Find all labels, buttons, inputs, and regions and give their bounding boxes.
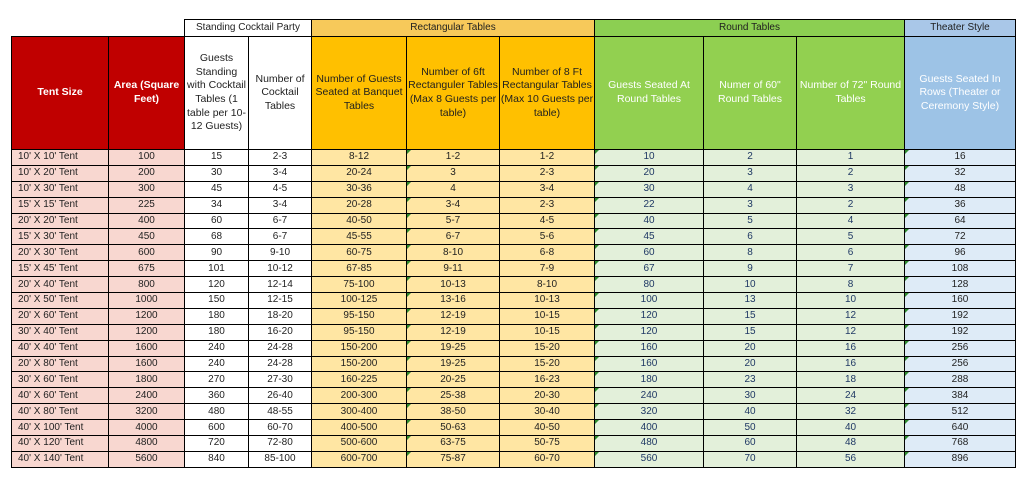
cocktail-tables-cell: 9-10 — [249, 245, 312, 261]
table-row — [12, 436, 1016, 452]
tent-size-cell: 10' X 10' Tent — [12, 150, 109, 166]
sixty-round-tables-cell: 3 — [704, 165, 797, 181]
area-cell: 200 — [109, 165, 185, 181]
table-row — [12, 308, 1016, 324]
theater-guests-cell: 768 — [905, 436, 1016, 452]
guests-standing-cell: 270 — [185, 372, 249, 388]
header-72in-round-tables: Number of 72" Round Tables — [797, 37, 905, 150]
tent-size-cell: 15' X 30' Tent — [12, 229, 109, 245]
six-ft-tables-cell: 19-25 — [407, 340, 500, 356]
header-6ft-tables: Number of 6ft Rectanguler Tables (Max 8 Guests per table) — [407, 37, 500, 150]
tent-size-cell: 15' X 45' Tent — [12, 261, 109, 277]
seventytwo-round-tables-cell: 2 — [797, 165, 905, 181]
cocktail-tables-cell: 6-7 — [249, 213, 312, 229]
theater-guests-cell: 16 — [905, 150, 1016, 166]
header-60in-round-tables: Numer of 60" Round Tables — [704, 37, 797, 150]
theater-guests-cell: 640 — [905, 420, 1016, 436]
table-row — [12, 229, 1016, 245]
round-guests-cell: 400 — [595, 420, 704, 436]
six-ft-tables-cell: 20-25 — [407, 372, 500, 388]
table-row — [12, 293, 1016, 309]
six-ft-tables-cell: 1-2 — [407, 150, 500, 166]
eight-ft-tables-cell: 2-3 — [500, 165, 595, 181]
group-header-theater: Theater Style — [905, 20, 1016, 37]
theater-guests-cell: 384 — [905, 388, 1016, 404]
theater-guests-cell: 96 — [905, 245, 1016, 261]
area-cell: 450 — [109, 229, 185, 245]
guests-standing-cell: 68 — [185, 229, 249, 245]
eight-ft-tables-cell: 2-3 — [500, 197, 595, 213]
sixty-round-tables-cell: 20 — [704, 356, 797, 372]
tent-size-cell: 20' X 50' Tent — [12, 293, 109, 309]
cocktail-tables-cell: 24-28 — [249, 340, 312, 356]
tent-size-cell: 20' X 40' Tent — [12, 277, 109, 293]
theater-guests-cell: 48 — [905, 181, 1016, 197]
six-ft-tables-cell: 5-7 — [407, 213, 500, 229]
seventytwo-round-tables-cell: 12 — [797, 308, 905, 324]
banquet-guests-cell: 30-36 — [312, 181, 407, 197]
banquet-guests-cell: 100-125 — [312, 293, 407, 309]
group-header-rectangular: Rectangular Tables — [312, 20, 595, 37]
theater-guests-cell: 36 — [905, 197, 1016, 213]
banquet-guests-cell: 150-200 — [312, 356, 407, 372]
six-ft-tables-cell: 10-13 — [407, 277, 500, 293]
eight-ft-tables-cell: 10-13 — [500, 293, 595, 309]
seventytwo-round-tables-cell: 24 — [797, 388, 905, 404]
area-cell: 4800 — [109, 436, 185, 452]
table-row — [12, 420, 1016, 436]
sixty-round-tables-cell: 30 — [704, 388, 797, 404]
sixty-round-tables-cell: 20 — [704, 340, 797, 356]
cocktail-tables-cell: 10-12 — [249, 261, 312, 277]
area-cell: 4000 — [109, 420, 185, 436]
group-header-round: Round Tables — [595, 20, 905, 37]
theater-guests-cell: 192 — [905, 308, 1016, 324]
cocktail-tables-cell: 2-3 — [249, 150, 312, 166]
round-guests-cell: 160 — [595, 340, 704, 356]
theater-guests-cell: 32 — [905, 165, 1016, 181]
banquet-guests-cell: 60-75 — [312, 245, 407, 261]
group-header-row — [12, 20, 1016, 37]
guests-standing-cell: 360 — [185, 388, 249, 404]
sixty-round-tables-cell: 15 — [704, 324, 797, 340]
cocktail-tables-cell: 24-28 — [249, 356, 312, 372]
banquet-guests-cell: 40-50 — [312, 213, 407, 229]
guests-standing-cell: 840 — [185, 451, 249, 467]
banquet-guests-cell: 150-200 — [312, 340, 407, 356]
banquet-guests-cell: 500-600 — [312, 436, 407, 452]
eight-ft-tables-cell: 8-10 — [500, 277, 595, 293]
round-guests-cell: 180 — [595, 372, 704, 388]
cocktail-tables-cell: 72-80 — [249, 436, 312, 452]
header-8ft-tables: Number of 8 Ft Rectangular Tables (Max 10 Guests per table) — [500, 37, 595, 150]
area-cell: 100 — [109, 150, 185, 166]
eight-ft-tables-cell: 40-50 — [500, 420, 595, 436]
theater-guests-cell: 160 — [905, 293, 1016, 309]
eight-ft-tables-cell: 16-23 — [500, 372, 595, 388]
theater-guests-cell: 72 — [905, 229, 1016, 245]
banquet-guests-cell: 75-100 — [312, 277, 407, 293]
seventytwo-round-tables-cell: 56 — [797, 451, 905, 467]
sixty-round-tables-cell: 6 — [704, 229, 797, 245]
sixty-round-tables-cell: 10 — [704, 277, 797, 293]
eight-ft-tables-cell: 30-40 — [500, 404, 595, 420]
cocktail-tables-cell: 18-20 — [249, 308, 312, 324]
table-row — [12, 277, 1016, 293]
guests-standing-cell: 30 — [185, 165, 249, 181]
area-cell: 1000 — [109, 293, 185, 309]
banquet-guests-cell: 20-28 — [312, 197, 407, 213]
guests-standing-cell: 120 — [185, 277, 249, 293]
guests-standing-cell: 180 — [185, 308, 249, 324]
guests-standing-cell: 720 — [185, 436, 249, 452]
seventytwo-round-tables-cell: 3 — [797, 181, 905, 197]
area-cell: 1600 — [109, 340, 185, 356]
six-ft-tables-cell: 3-4 — [407, 197, 500, 213]
seventytwo-round-tables-cell: 32 — [797, 404, 905, 420]
guests-standing-cell: 15 — [185, 150, 249, 166]
cocktail-tables-cell: 26-40 — [249, 388, 312, 404]
sixty-round-tables-cell: 4 — [704, 181, 797, 197]
banquet-guests-cell: 20-24 — [312, 165, 407, 181]
guests-standing-cell: 90 — [185, 245, 249, 261]
round-guests-cell: 30 — [595, 181, 704, 197]
area-cell: 1200 — [109, 324, 185, 340]
theater-guests-cell: 512 — [905, 404, 1016, 420]
seventytwo-round-tables-cell: 16 — [797, 356, 905, 372]
eight-ft-tables-cell: 15-20 — [500, 356, 595, 372]
tent-capacity-table — [11, 19, 1016, 468]
sixty-round-tables-cell: 70 — [704, 451, 797, 467]
tent-size-cell: 20' X 30' Tent — [12, 245, 109, 261]
banquet-guests-cell: 95-150 — [312, 324, 407, 340]
table-row — [12, 261, 1016, 277]
tent-size-cell: 30' X 40' Tent — [12, 324, 109, 340]
eight-ft-tables-cell: 50-75 — [500, 436, 595, 452]
area-cell: 800 — [109, 277, 185, 293]
six-ft-tables-cell: 19-25 — [407, 356, 500, 372]
guests-standing-cell: 480 — [185, 404, 249, 420]
banquet-guests-cell: 45-55 — [312, 229, 407, 245]
table-row — [12, 150, 1016, 166]
sixty-round-tables-cell: 9 — [704, 261, 797, 277]
round-guests-cell: 40 — [595, 213, 704, 229]
seventytwo-round-tables-cell: 6 — [797, 245, 905, 261]
header-round-guests: Guests Seated At Round Tables — [595, 37, 704, 150]
table-row — [12, 213, 1016, 229]
guests-standing-cell: 101 — [185, 261, 249, 277]
seventytwo-round-tables-cell: 2 — [797, 197, 905, 213]
six-ft-tables-cell: 8-10 — [407, 245, 500, 261]
table-row — [12, 324, 1016, 340]
seventytwo-round-tables-cell: 18 — [797, 372, 905, 388]
theater-guests-cell: 128 — [905, 277, 1016, 293]
area-cell: 225 — [109, 197, 185, 213]
theater-guests-cell: 256 — [905, 340, 1016, 356]
banquet-guests-cell: 300-400 — [312, 404, 407, 420]
six-ft-tables-cell: 4 — [407, 181, 500, 197]
sixty-round-tables-cell: 3 — [704, 197, 797, 213]
tent-size-cell: 10' X 30' Tent — [12, 181, 109, 197]
area-cell: 2400 — [109, 388, 185, 404]
sixty-round-tables-cell: 8 — [704, 245, 797, 261]
six-ft-tables-cell: 12-19 — [407, 308, 500, 324]
seventytwo-round-tables-cell: 40 — [797, 420, 905, 436]
round-guests-cell: 560 — [595, 451, 704, 467]
six-ft-tables-cell: 63-75 — [407, 436, 500, 452]
theater-guests-cell: 288 — [905, 372, 1016, 388]
seventytwo-round-tables-cell: 5 — [797, 229, 905, 245]
table-row — [12, 245, 1016, 261]
round-guests-cell: 10 — [595, 150, 704, 166]
cocktail-tables-cell: 6-7 — [249, 229, 312, 245]
guests-standing-cell: 60 — [185, 213, 249, 229]
theater-guests-cell: 896 — [905, 451, 1016, 467]
header-theater-guests: Guests Seated In Rows (Theater or Ceremony Style) — [905, 37, 1016, 150]
sixty-round-tables-cell: 5 — [704, 213, 797, 229]
seventytwo-round-tables-cell: 10 — [797, 293, 905, 309]
area-cell: 300 — [109, 181, 185, 197]
table-row — [12, 404, 1016, 420]
seventytwo-round-tables-cell: 12 — [797, 324, 905, 340]
banquet-guests-cell: 67-85 — [312, 261, 407, 277]
tent-size-cell: 20' X 80' Tent — [12, 356, 109, 372]
round-guests-cell: 320 — [595, 404, 704, 420]
cocktail-tables-cell: 12-15 — [249, 293, 312, 309]
tent-size-cell: 20' X 60' Tent — [12, 308, 109, 324]
guests-standing-cell: 240 — [185, 356, 249, 372]
banquet-guests-cell: 160-225 — [312, 372, 407, 388]
banquet-guests-cell: 200-300 — [312, 388, 407, 404]
tent-size-cell: 40' X 120' Tent — [12, 436, 109, 452]
table-row — [12, 165, 1016, 181]
table-row — [12, 340, 1016, 356]
sixty-round-tables-cell: 50 — [704, 420, 797, 436]
round-guests-cell: 45 — [595, 229, 704, 245]
round-guests-cell: 20 — [595, 165, 704, 181]
theater-guests-cell: 256 — [905, 356, 1016, 372]
tent-size-cell: 20' X 20' Tent — [12, 213, 109, 229]
area-cell: 675 — [109, 261, 185, 277]
banquet-guests-cell: 400-500 — [312, 420, 407, 436]
guests-standing-cell: 240 — [185, 340, 249, 356]
cocktail-tables-cell: 12-14 — [249, 277, 312, 293]
round-guests-cell: 22 — [595, 197, 704, 213]
guests-standing-cell: 34 — [185, 197, 249, 213]
six-ft-tables-cell: 25-38 — [407, 388, 500, 404]
theater-guests-cell: 108 — [905, 261, 1016, 277]
eight-ft-tables-cell: 3-4 — [500, 181, 595, 197]
banquet-guests-cell: 95-150 — [312, 308, 407, 324]
cocktail-tables-cell: 27-30 — [249, 372, 312, 388]
round-guests-cell: 67 — [595, 261, 704, 277]
sixty-round-tables-cell: 40 — [704, 404, 797, 420]
cocktail-tables-cell: 60-70 — [249, 420, 312, 436]
area-cell: 400 — [109, 213, 185, 229]
cocktail-tables-cell: 4-5 — [249, 181, 312, 197]
banquet-guests-cell: 8-12 — [312, 150, 407, 166]
tent-size-cell: 10' X 20' Tent — [12, 165, 109, 181]
area-cell: 1600 — [109, 356, 185, 372]
six-ft-tables-cell: 12-19 — [407, 324, 500, 340]
tent-size-cell: 40' X 40' Tent — [12, 340, 109, 356]
round-guests-cell: 80 — [595, 277, 704, 293]
tent-size-cell: 15' X 15' Tent — [12, 197, 109, 213]
tent-size-cell: 30' X 60' Tent — [12, 372, 109, 388]
cocktail-tables-cell: 3-4 — [249, 197, 312, 213]
six-ft-tables-cell: 3 — [407, 165, 500, 181]
guests-standing-cell: 150 — [185, 293, 249, 309]
guests-standing-cell: 180 — [185, 324, 249, 340]
seventytwo-round-tables-cell: 8 — [797, 277, 905, 293]
tent-size-cell: 40' X 100' Tent — [12, 420, 109, 436]
table-row — [12, 451, 1016, 467]
six-ft-tables-cell: 38-50 — [407, 404, 500, 420]
eight-ft-tables-cell: 60-70 — [500, 451, 595, 467]
area-cell: 3200 — [109, 404, 185, 420]
cocktail-tables-cell: 48-55 — [249, 404, 312, 420]
round-guests-cell: 100 — [595, 293, 704, 309]
eight-ft-tables-cell: 7-9 — [500, 261, 595, 277]
area-cell: 1800 — [109, 372, 185, 388]
seventytwo-round-tables-cell: 4 — [797, 213, 905, 229]
eight-ft-tables-cell: 6-8 — [500, 245, 595, 261]
eight-ft-tables-cell: 20-30 — [500, 388, 595, 404]
table-row — [12, 356, 1016, 372]
seventytwo-round-tables-cell: 48 — [797, 436, 905, 452]
guests-standing-cell: 600 — [185, 420, 249, 436]
round-guests-cell: 60 — [595, 245, 704, 261]
header-tent-size: Tent Size — [12, 37, 109, 150]
eight-ft-tables-cell: 4-5 — [500, 213, 595, 229]
tent-size-cell: 40' X 60' Tent — [12, 388, 109, 404]
six-ft-tables-cell: 75-87 — [407, 451, 500, 467]
area-cell: 600 — [109, 245, 185, 261]
tent-size-cell: 40' X 140' Tent — [12, 451, 109, 467]
eight-ft-tables-cell: 15-20 — [500, 340, 595, 356]
sixty-round-tables-cell: 15 — [704, 308, 797, 324]
column-header-row — [12, 37, 1016, 150]
table-row — [12, 181, 1016, 197]
theater-guests-cell: 192 — [905, 324, 1016, 340]
six-ft-tables-cell: 13-16 — [407, 293, 500, 309]
cocktail-tables-cell: 3-4 — [249, 165, 312, 181]
seventytwo-round-tables-cell: 16 — [797, 340, 905, 356]
eight-ft-tables-cell: 5-6 — [500, 229, 595, 245]
header-banquet-guests: Number of Guests Seated at Banquet Tables — [312, 37, 407, 150]
area-cell: 1200 — [109, 308, 185, 324]
round-guests-cell: 160 — [595, 356, 704, 372]
sixty-round-tables-cell: 2 — [704, 150, 797, 166]
group-header-cocktail: Standing Cocktail Party — [185, 20, 312, 37]
eight-ft-tables-cell: 10-15 — [500, 324, 595, 340]
table-row — [12, 372, 1016, 388]
header-area: Area (Square Feet) — [109, 37, 185, 150]
sixty-round-tables-cell: 13 — [704, 293, 797, 309]
eight-ft-tables-cell: 1-2 — [500, 150, 595, 166]
seventytwo-round-tables-cell: 7 — [797, 261, 905, 277]
round-guests-cell: 240 — [595, 388, 704, 404]
six-ft-tables-cell: 6-7 — [407, 229, 500, 245]
eight-ft-tables-cell: 10-15 — [500, 308, 595, 324]
cocktail-tables-cell: 85-100 — [249, 451, 312, 467]
group-header-blank — [12, 20, 185, 37]
area-cell: 5600 — [109, 451, 185, 467]
banquet-guests-cell: 600-700 — [312, 451, 407, 467]
round-guests-cell: 120 — [595, 324, 704, 340]
tent-size-cell: 40' X 80' Tent — [12, 404, 109, 420]
round-guests-cell: 120 — [595, 308, 704, 324]
sixty-round-tables-cell: 23 — [704, 372, 797, 388]
sixty-round-tables-cell: 60 — [704, 436, 797, 452]
guests-standing-cell: 45 — [185, 181, 249, 197]
six-ft-tables-cell: 50-63 — [407, 420, 500, 436]
theater-guests-cell: 64 — [905, 213, 1016, 229]
table-row — [12, 197, 1016, 213]
cocktail-tables-cell: 16-20 — [249, 324, 312, 340]
header-cocktail-tables: Number of Cocktail Tables — [249, 37, 312, 150]
six-ft-tables-cell: 9-11 — [407, 261, 500, 277]
header-guests-standing: Guests Standing with Cocktail Tables (1 table per 10-12 Guests) — [185, 37, 249, 150]
round-guests-cell: 480 — [595, 436, 704, 452]
table-row — [12, 388, 1016, 404]
seventytwo-round-tables-cell: 1 — [797, 150, 905, 166]
